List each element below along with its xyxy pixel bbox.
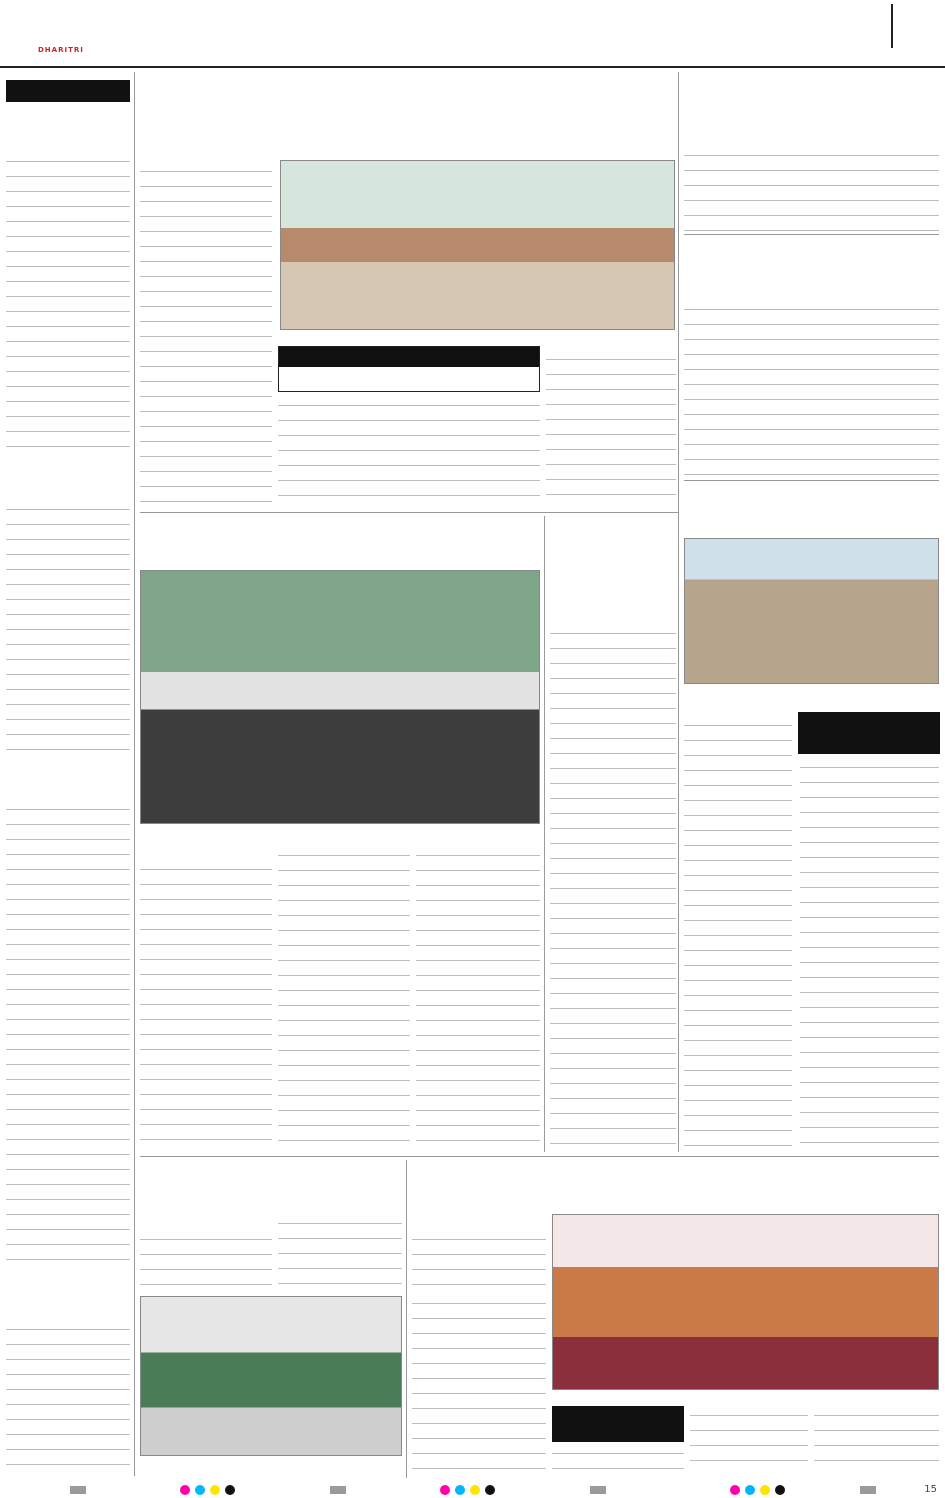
main-story-col1 — [140, 162, 272, 502]
mobile-headline-block — [684, 238, 939, 282]
tehsil-col2 — [278, 846, 410, 1150]
council-box-title — [279, 347, 540, 367]
pilgrim-col1 — [140, 1230, 272, 1292]
meeting-photo — [280, 160, 675, 330]
work-headline-block — [684, 486, 939, 532]
section-label — [6, 80, 130, 102]
row-rule — [140, 1156, 939, 1157]
pilgrim-headline-block — [140, 1160, 402, 1212]
site-photo-caption — [684, 686, 939, 698]
yellow-dot — [760, 1485, 770, 1495]
left-story4-body — [6, 1320, 130, 1470]
logo-subtitle: DHARITRI — [38, 46, 84, 54]
accident-headline-block — [550, 520, 676, 600]
column-rule — [544, 516, 545, 1152]
delegation-photo-caption — [552, 1392, 939, 1404]
tehsil-headline-block — [140, 518, 542, 566]
bus-photo — [140, 1296, 402, 1456]
left-story2-body — [6, 500, 130, 750]
bus-photo-caption — [140, 1460, 402, 1474]
pilgrim-col2 — [278, 1214, 402, 1292]
pilgrim-byline — [140, 1214, 260, 1226]
police-col4 — [814, 1406, 939, 1474]
police-col2 — [552, 1444, 684, 1474]
row-rule — [684, 480, 939, 481]
grey-swatch — [860, 1486, 876, 1494]
main-headline-block — [140, 76, 675, 138]
print-registration-strip — [0, 1482, 945, 1498]
row-rule — [684, 234, 939, 235]
police-headline-block — [412, 1160, 939, 1212]
black-dot — [485, 1485, 495, 1495]
protest-photo-caption — [140, 826, 540, 840]
police-byline — [412, 1214, 562, 1226]
main-byline — [140, 146, 280, 158]
grey-swatch — [590, 1486, 606, 1494]
yellow-dot — [470, 1485, 480, 1495]
accident-byline — [550, 604, 676, 616]
row-rule — [140, 512, 678, 513]
work-byline — [730, 700, 850, 712]
cyan-dot — [455, 1485, 465, 1495]
left-column — [6, 80, 130, 1476]
column-rule — [406, 1160, 407, 1478]
column-rule — [678, 484, 679, 1152]
cyan-dot — [195, 1485, 205, 1495]
column-rule — [134, 72, 135, 1476]
black-dot — [775, 1485, 785, 1495]
magenta-dot — [440, 1485, 450, 1495]
cyan-dot — [745, 1485, 755, 1495]
masthead — [0, 0, 945, 68]
left-story1-body — [6, 152, 130, 452]
site-photo — [684, 538, 939, 684]
meeting-photo-caption — [280, 332, 675, 346]
page-number-box — [891, 4, 937, 48]
footer-page-number: 15 — [924, 1484, 937, 1495]
dateline — [8, 46, 208, 62]
grey-swatch — [70, 1486, 86, 1494]
grey-swatch — [330, 1486, 346, 1494]
protest-photo — [140, 570, 540, 824]
mobile-story-body — [684, 300, 939, 478]
tehsil-col1 — [140, 860, 272, 1150]
right-story-body — [684, 146, 939, 232]
delegation-photo — [552, 1214, 939, 1390]
magenta-dot — [180, 1485, 190, 1495]
yellow-dot — [210, 1485, 220, 1495]
police-col1b — [412, 1294, 546, 1474]
magenta-dot — [730, 1485, 740, 1495]
work-kicker — [798, 712, 940, 754]
work-col2 — [800, 758, 939, 1152]
police-kicker — [552, 1406, 684, 1442]
police-col3 — [690, 1406, 808, 1474]
right-headline-block — [684, 80, 939, 124]
work-col1 — [684, 716, 792, 1152]
accident-body — [550, 624, 676, 1150]
council-box — [278, 346, 540, 392]
main-story-col3 — [546, 350, 676, 506]
tehsil-col3 — [416, 846, 540, 1150]
black-dot — [225, 1485, 235, 1495]
mobile-byline — [684, 284, 804, 296]
main-story-col2 — [278, 396, 540, 506]
column-rule — [678, 72, 679, 512]
right-byline — [684, 128, 804, 140]
police-col1a — [412, 1230, 546, 1290]
left-story3-body — [6, 800, 130, 1270]
